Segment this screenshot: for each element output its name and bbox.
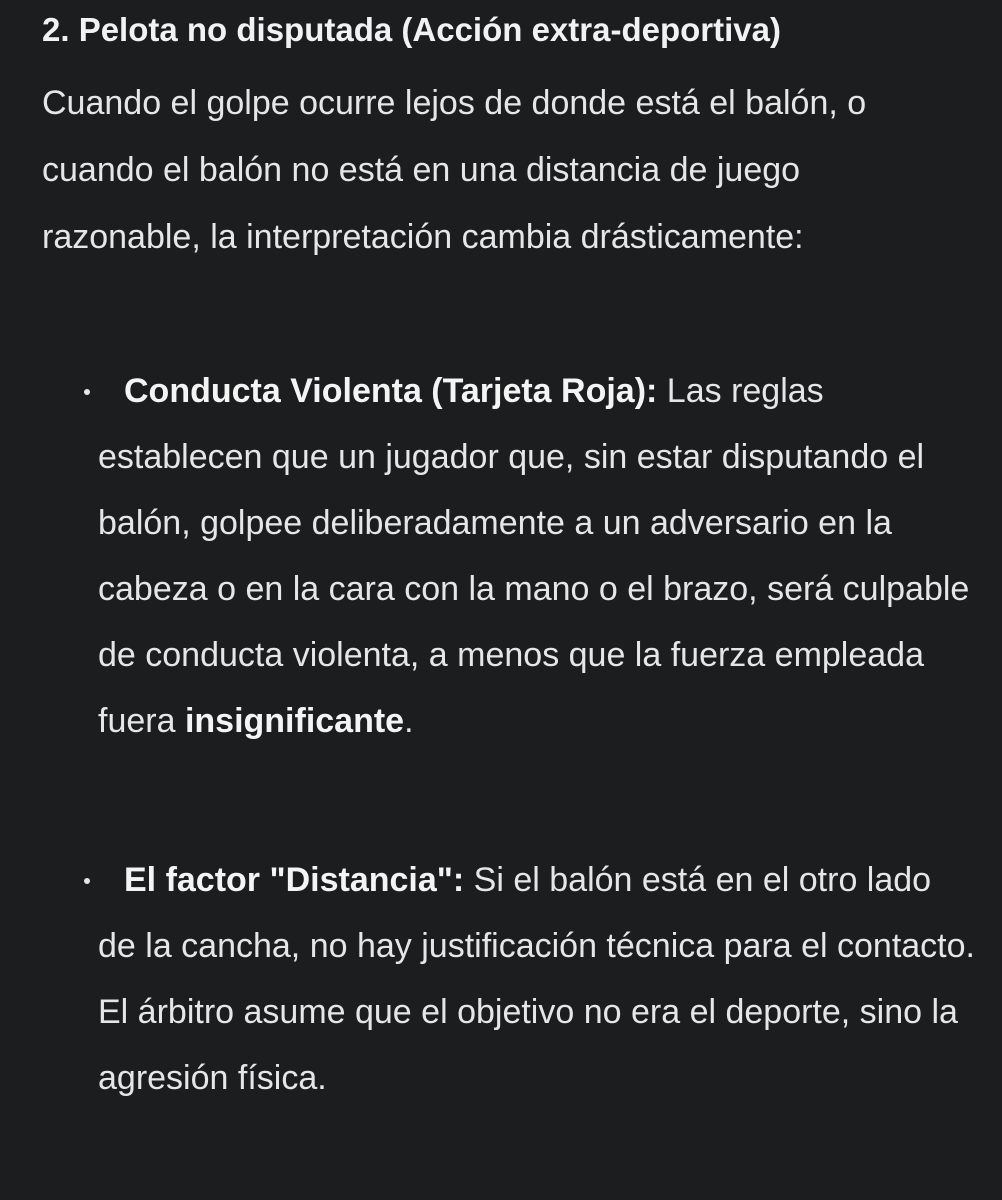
bullet-dot-icon bbox=[84, 389, 90, 395]
intro-paragraph: Cuando el golpe ocurre lejos de donde está el balón, o cuando el balón no está en una distancia de juego razonable, la interpretación cambia drásticamente: bbox=[42, 84, 867, 256]
bullet-item-conducta-violenta bbox=[98, 358, 978, 754]
bullet-tail: . bbox=[404, 702, 414, 740]
section-heading: 2. Pelota no disputada (Acción extra-deportiva) bbox=[42, 11, 781, 48]
bullet-lead: Conducta Violenta (Tarjeta Roja): bbox=[124, 372, 658, 410]
bullet-emphasis: insignificante bbox=[184, 702, 405, 740]
bullet-item-factor-distancia bbox=[98, 847, 978, 1111]
bullet-text: Las reglas establecen que un jugador que, sin estar disputando el balón, golpee deliberadamente a un adversario en la cabeza o en la cara con la mano o el brazo, será culpable de conducta violenta, a menos que la fuerza empleada fuera bbox=[98, 372, 970, 740]
bullet-text: Si el balón está en el otro lado de la cancha, no hay justificación técnica para el contacto. El árbitro asume que el objetivo no era el deporte, sino la agresión física. bbox=[98, 861, 975, 1097]
bullet-lead: El factor "Distancia": bbox=[124, 861, 465, 899]
bullet-dot-icon bbox=[84, 878, 90, 884]
